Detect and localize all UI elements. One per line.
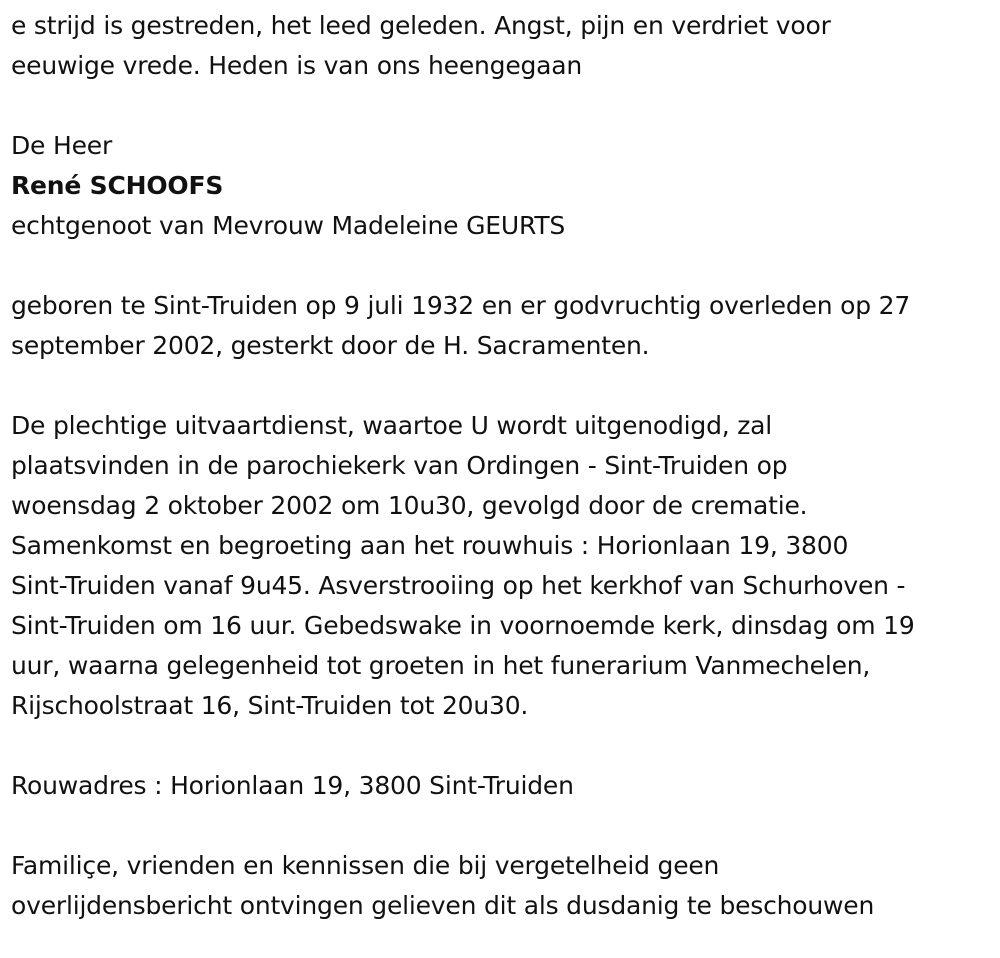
closing-paragraph (11, 846, 996, 926)
paragraph-gap (11, 806, 996, 846)
text-line: eeuwige vrede. Heden is van ons heengegaan (11, 51, 583, 80)
text-line: uur, waarna gelegenheid tot groeten in het funerarium Vanmechelen, (11, 651, 871, 680)
text-line: overlijdensbericht ontvingen gelieven dit als dusdanig te beschouwen (11, 891, 875, 920)
deceased-block (11, 126, 996, 246)
obituary-document (11, 6, 996, 926)
deceased-title: De Heer (11, 131, 113, 160)
birth-death-paragraph (11, 286, 996, 366)
text-line: september 2002, gesterkt door de H. Sacramenten. (11, 331, 650, 360)
text-line: e strijd is gestreden, het leed geleden. Angst, pijn en verdriet voor (11, 11, 831, 40)
paragraph-gap (11, 366, 996, 406)
paragraph-gap (11, 726, 996, 766)
paragraph-gap (11, 86, 996, 126)
text-line: Rijschoolstraat 16, Sint-Truiden tot 20u30. (11, 691, 529, 720)
text-line: Sint-Truiden om 16 uur. Gebedswake in voornoemde kerk, dinsdag om 19 (11, 611, 915, 640)
text-line: Sint-Truiden vanaf 9u45. Asverstrooiing op het kerkhof van Schurhoven - (11, 571, 906, 600)
address-paragraph (11, 766, 996, 806)
text-line: woensdag 2 oktober 2002 om 10u30, gevolgd door de crematie. (11, 491, 808, 520)
funeral-paragraph (11, 406, 996, 726)
text-line: Samenkomst en begroeting aan het rouwhuis : Horionlaan 19, 3800 (11, 531, 849, 560)
spouse-line: echtgenoot van Mevrouw Madeleine GEURTS (11, 211, 566, 240)
paragraph-gap (11, 246, 996, 286)
text-line: Familiçe, vrienden en kennissen die bij vergetelheid geen (11, 851, 720, 880)
intro-paragraph (11, 6, 996, 86)
text-line: plaatsvinden in de parochiekerk van Ordingen - Sint-Truiden op (11, 451, 788, 480)
text-line: geboren te Sint-Truiden op 9 juli 1932 en er godvruchtig overleden op 27 (11, 291, 911, 320)
text-line: De plechtige uitvaartdienst, waartoe U wordt uitgenodigd, zal (11, 411, 773, 440)
deceased-name: René SCHOOFS (11, 171, 224, 200)
mourning-address: Rouwadres : Horionlaan 19, 3800 Sint-Truiden (11, 771, 574, 800)
